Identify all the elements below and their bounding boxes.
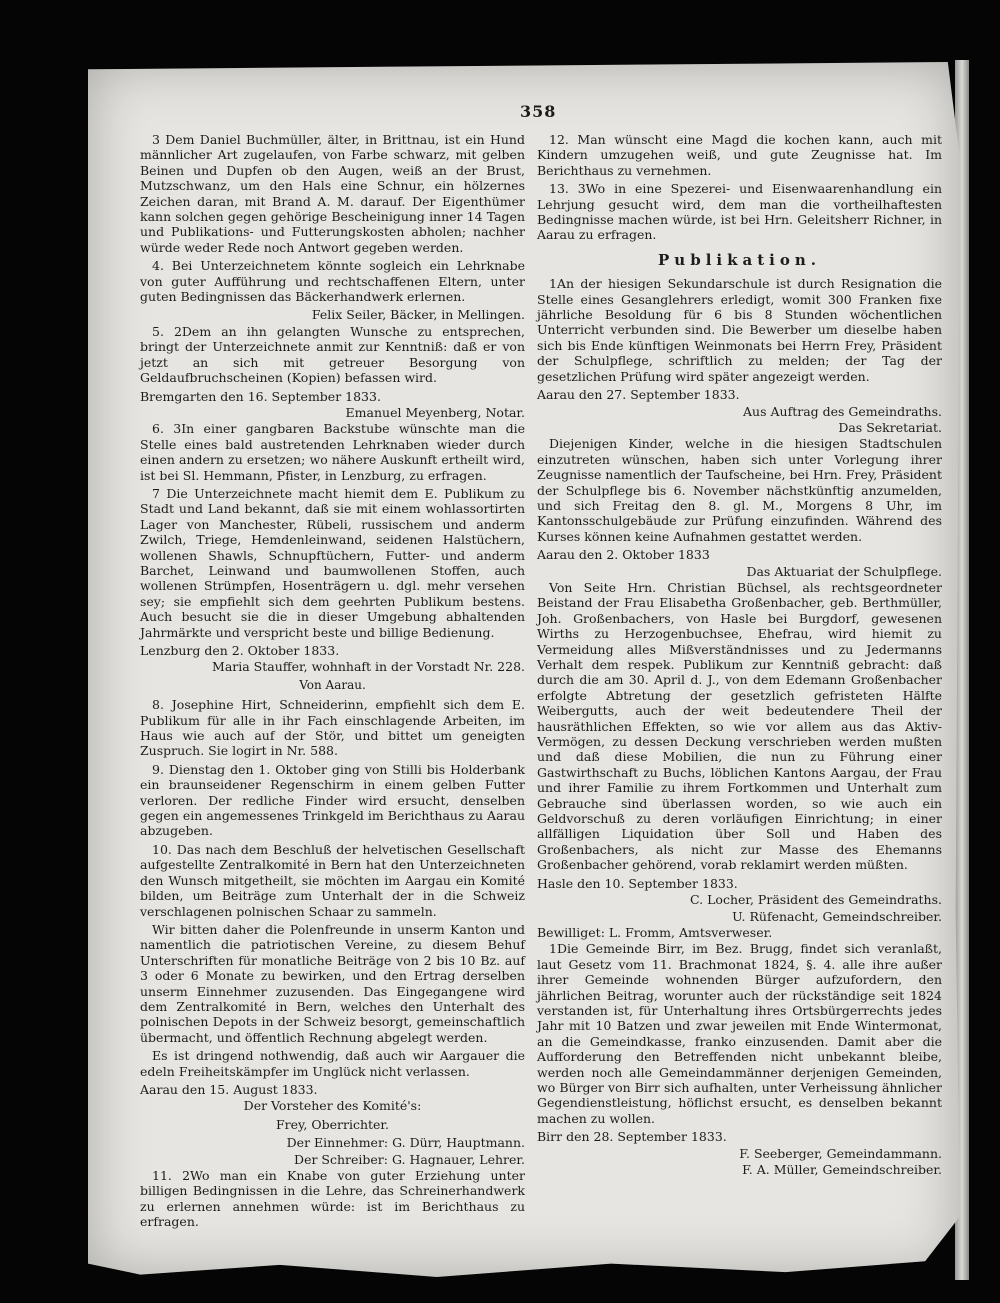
advertisement-10-signature-president: Frey, Oberrichter. xyxy=(275,1116,390,1132)
advertisement-10: 10. Das nach dem Beschluß der helvetischen Gesellschaft aufgestellte Zentralkomité in Bern hat den Unterzeichneten den Wunsch mitgetheilt, sie möchten im Aargau ein Komité bilden, um Beiträge zum Unterhalt der in die Schweiz verschlagenen polnischen Schaar zu sammeln. xyxy=(140,841,525,919)
advertisement-12: 12. Man wünscht eine Magd die kochen kann, auch mit Kindern umzugehen weiß, und gute Zeugnisse hat. Im Berichthaus zu vernehmen. xyxy=(537,132,942,178)
advertisement-5-signature: Emanuel Meyenberg, Notar. xyxy=(345,404,525,420)
advertisement-10-paragraph-2: Wir bitten daher die Polenfreunde in unserm Kanton und namentlich die patriotischen Vereine, zu diesem Behuf Unterschriften für monatliche Beiträge von 2 bis 10 Bz. auf 3 oder 6 Monate zu bewirken, und den Ertrag derselben unserm Einnehmer zuzusenden. Das Eingegangene wird dem Zentralkomité in Bern, welches den Unterhalt des polnischen Depots in der Schweiz besorgt, gemeinschaftlich übermacht, und öffentlich Rechnung abgelegt werden. xyxy=(140,921,525,1045)
right-column xyxy=(537,132,942,1178)
publication-school-enrolment: Diejenigen Kinder, welche in die hiesigen Stadtschulen einzutreten wünschen, haben sich unter Vorlegung ihrer Zeugnisse namentlich der Taufscheine, bei Hrn. Frey, Präsident der Schulpflege bis 6. November nächstkünftig anzumelden, und sich Freitag den 8. gl. M., Morgens 8 Uhr, im Kantonsschulgebäude zur Prüfung einzufinden. Während des Kurses können keine Aufnahmen gestattet werden. xyxy=(537,436,942,544)
advertisement-8: 8. Josephine Hirt, Schneiderinn, empfiehlt sich dem E. Publikum für alle in ihr Fach einschlagende Arbeiten, im Haus wie auch auf der Stör, und bittet um geneigten Zuspruch. Sie logirt in Nr. 588. xyxy=(140,697,525,759)
publication-singing-teacher-signature-1: Aus Auftrag des Gemeindraths. xyxy=(743,403,942,419)
publication-singing-teacher-date: Aarau den 27. September 1833. xyxy=(537,387,740,403)
advertisement-11: 11. 2Wo man ein Knabe von guter Erziehung unter billigen Bedingnissen in die Lehre, das Schreinerhandwerk zu erlernen annehmen würde: ist im Berichthaus zu erfragen. xyxy=(140,1168,525,1230)
publication-birr-date: Birr den 28. September 1833. xyxy=(537,1129,727,1145)
publication-grossenbacher: Von Seite Hrn. Christian Büchsel, als rechtsgeordneter Beistand der Frau Elisabetha Großenbacher, geb. Berthmüller, Joh. Großenbachers, von Hasle bei Burgdorf, gewesenen Wirths zu Herzogenbuchsee, Ehefrau, wird hiemit zu Vermeidung alles Mißverständnisses und zu Jedermanns Verhalt dem respek. Publikum zur Kenntniß gebracht: daß durch die am 30. April d. J., von dem Edemann Großenbacher erfolgte Abtretung der gesetzlich gefristeten Hälfte Weibergutts, auch der weit bedeutendere Theil der hausräthlichen Effekten, so wie vor allem aus das Aktiv-Vermögen, zu dessen Deckung verschrieben werden mußten und daß diese Mobilien, die nun zu Führung einer Gastwirthschaft zu Buchs, löblichen Kantons Aargau, der Frau und ihrer Familie zu ihrem Fortkommen und Unterhalt zum Gebrauche sind überlassen worden, so wie auch ein Geldvorschuß zu deren vorläufigen Einrichtung; in einer allfälligen Liquidation über Soll und Haben des Großenbachers, als nicht zur Masse des Ehemanns Großenbacher gehörend, vorab reklamirt werden müßten. xyxy=(537,579,942,873)
advertisement-7-signature: Maria Stauffer, wohnhaft in der Vorstadt Nr. 228. xyxy=(212,659,525,675)
advertisement-10-signature-treasurer: Der Einnehmer: G. Dürr, Hauptmann. xyxy=(286,1135,525,1151)
advertisement-9: 9. Dienstag den 1. Oktober ging von Stilli bis Holderbank ein braunseidener Regenschirm in einem gelben Futter verloren. Der redliche Finder wird ersucht, denselben gegen ein angemessenes Trinkgeld im Berichthaus zu Aarau abzugeben. xyxy=(140,761,525,839)
advertisement-13: 13. 3Wo in eine Spezerei- und Eisenwaarenhandlung ein Lehrjung gesucht wird, dem man die vortheilhaftesten Bedingnisse machen würde, ist bei Hrn. Geleitsherr Richner, in Aarau zu erfragen. xyxy=(537,181,942,243)
advertisement-7: 7 Die Unterzeichnete macht hiemit dem E. Publikum zu Stadt und Land bekannt, daß sie mit einem wohlassortirten Lager von Manchester, Rübeli, russischem und anderm Zwilch, Triege, Hemdenleinwand, seidenen Halstüchern, wollenen Shawls, Schnupftüchern, Futter- und anderm Barchet, Leinwand und baumwollenen Stoffen, auch wollenen Strümpfen, Hosenträgern u. dgl. mehr versehen sey; sie empfiehlt sich dem geehrten Publikum bestens. Auch besucht sie die in dieser Umgebung abhaltenden Jahrmärkte und verspricht beste und billige Bedienung. xyxy=(140,485,525,640)
page-number: 358 xyxy=(520,102,557,121)
publication-grossenbacher-signature-2: U. Rüfenacht, Gemeindschreiber. xyxy=(732,908,942,924)
publication-birr-signature-1: F. Seeberger, Gemeindammann. xyxy=(739,1145,942,1161)
advertisement-10-paragraph-3: Es ist dringend nothwendig, daß auch wir Aargauer die edeln Freiheitskämpfer im Unglück nicht verlassen. xyxy=(140,1048,525,1079)
publication-birr-signature-2: F. A. Müller, Gemeindschreiber. xyxy=(742,1162,942,1177)
publication-grossenbacher-signature-1: C. Locher, Präsident des Gemeindraths. xyxy=(690,892,942,908)
publication-school-enrolment-signature: Das Aktuariat der Schulpflege. xyxy=(746,563,942,579)
advertisement-10-date: Aarau den 15. August 1833. xyxy=(140,1081,318,1097)
publication-singing-teacher-signature-2: Das Sekretariat. xyxy=(838,419,942,435)
advertisement-4: 4. Bei Unterzeichnetem könnte sogleich ein Lehrknabe von guter Aufführung und rechtschaffenen Eltern, unter guten Bedingnissen das Bäckerhandwerk erlernen. xyxy=(140,258,525,305)
left-column xyxy=(140,132,525,1233)
advertisement-10-signature-heading: Der Vorsteher des Komité's: xyxy=(243,1098,422,1114)
publication-school-enrolment-date: Aarau den 2. Oktober 1833 xyxy=(537,547,710,563)
advertisement-10-signature-secretary: Der Schreiber: G. Hagnauer, Lehrer. xyxy=(294,1151,525,1167)
advertisement-3: 3 Dem Daniel Buchmüller, älter, in Brittnau, ist ein Hund männlicher Art zugelaufen, von Farbe schwarz, mit gelben Beinen und Dupfen ob den Augen, weiß an der Brust, Mutzschwanz, um den Hals eine Schnur, ein hölzernes Zeichen daran, mit Brand A. M. darauf. Der Eigenthümer kann solchen gegen gehörige Bescheinigung inner 14 Tagen und Publikations- und Futterungskosten abholen; nachher würde weder Rede noch Antwort gegeben werden. xyxy=(140,132,525,255)
publication-grossenbacher-date: Hasle den 10. September 1833. xyxy=(537,875,738,891)
advertisement-5: 5. 2Dem an ihn gelangten Wunsche zu entsprechen, bringt der Unterzeichnete anmit zur Kenntniß: daß er von jetzt an sich mit getreuer Besorgung von Geldaufbruchscheinen (Kopien) befassen wird. xyxy=(140,323,525,386)
publication-heading: Publikation. xyxy=(658,250,821,269)
advertisement-6: 6. 3In einer gangbaren Backstube wünschte man die Stelle eines bald austretenden Lehrknaben wieder durch einen andern zu ersetzen; wo nähere Auskunft ertheilt wird, ist bei Sl. Hemmann, Pfister, in Lenzburg, zu erfragen. xyxy=(140,421,525,483)
publication-birr: 1Die Gemeinde Birr, im Bez. Brugg, findet sich veranlaßt, laut Gesetz vom 11. Brachmonat 1824, §. 4. alle ihre außer ihrer Gemeinde wohnenden Bürger aufzufordern, den jährlichen Beitrag, worunter auch der rückständige seit 1824 verstanden ist, für Unterhaltung ihres Ortsbürgerrechts jedes Jahr mit 10 Batzen und zwar jeweilen mit Ende Wintermonat, an die Gemeindkasse, franko einzusenden. Damit aber die Aufforderung den Betreffenden nicht unbekannt bleibe, werden noch alle Gemeindammänner derjenigen Gemeinden, wo Bürger von Birr sich aufhalten, unter Verheissung ähnlicher Gegendienstleistung, höflichst ersucht, es denselben bekannt machen zu wollen. xyxy=(537,941,942,1126)
publication-singing-teacher: 1An der hiesigen Sekundarschule ist durch Resignation die Stelle eines Gesanglehrers erledigt, womit 300 Franken fixe jährliche Besoldung für 6 bis 8 Stunden wöchentlichen Unterricht verbunden sind. Die Bewerber um dieselbe haben sich bis Ende künftigen Weinmonats bei Herrn Frey, Präsident der Schulpflege, schriftlich zu melden; der Tag der gesetzlichen Prüfung wird später angezeigt werden. xyxy=(537,276,942,384)
section-heading-aarau: Von Aarau. xyxy=(299,677,366,692)
advertisement-4-signature: Felix Seiler, Bäcker, in Mellingen. xyxy=(311,307,525,323)
advertisement-5-date: Bremgarten den 16. September 1833. xyxy=(140,388,381,404)
publication-grossenbacher-approval: Bewilliget: L. Fromm, Amtsverweser. xyxy=(537,924,773,940)
advertisement-7-date: Lenzburg den 2. Oktober 1833. xyxy=(140,643,340,658)
